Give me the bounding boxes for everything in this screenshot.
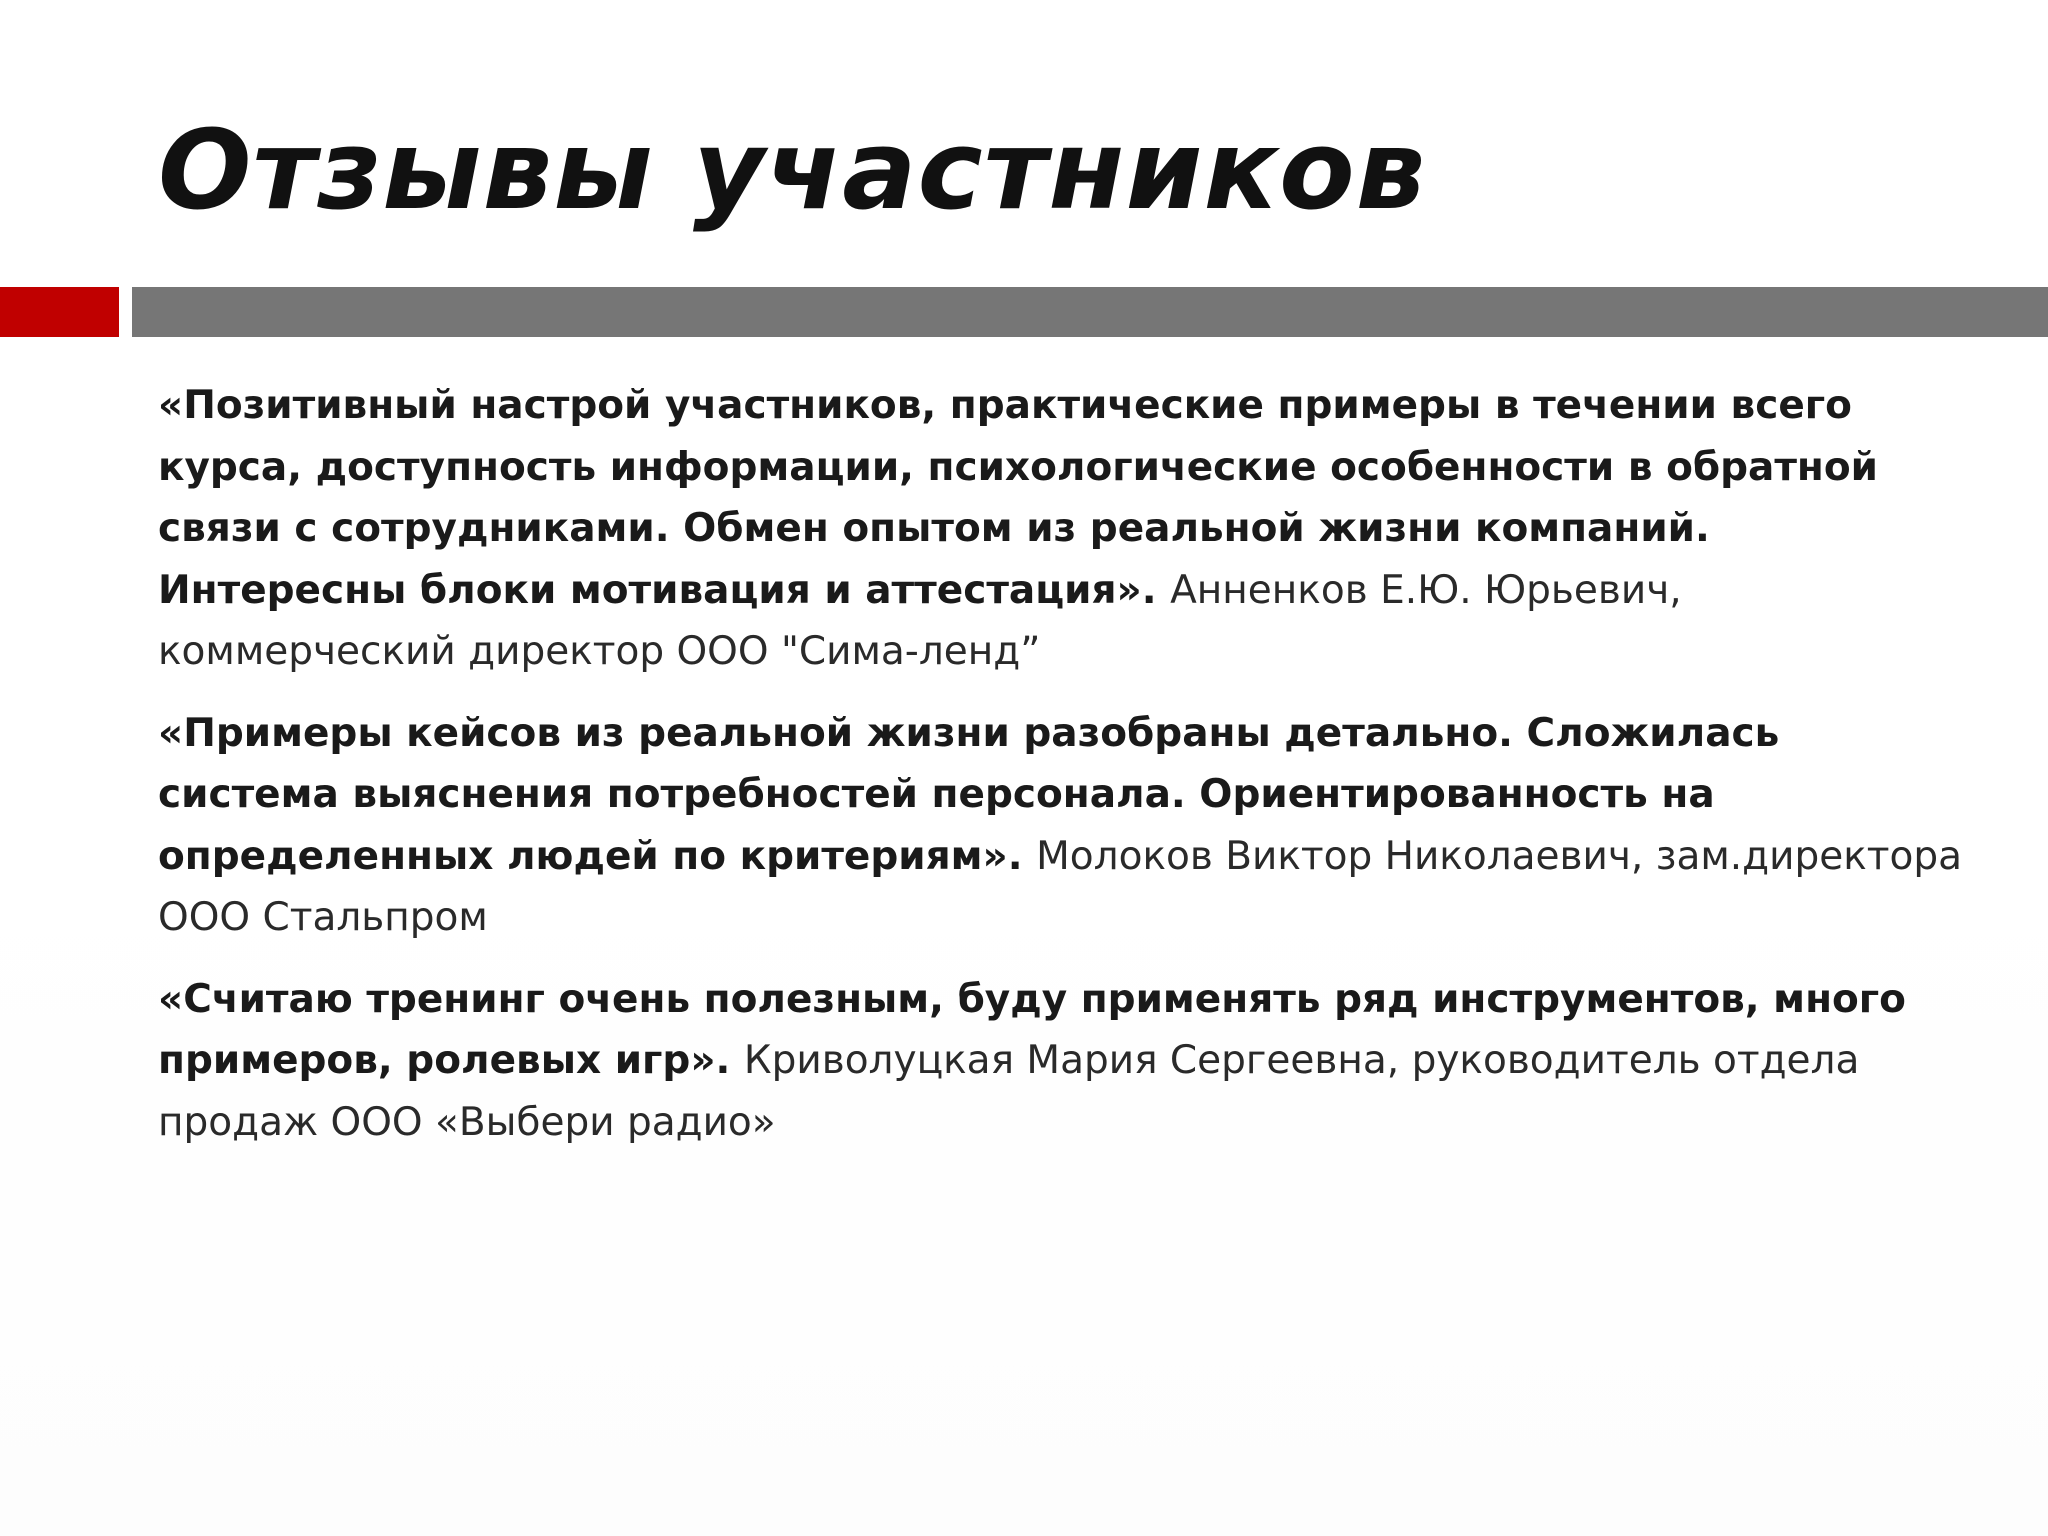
review-author: Молоков Виктор Николаевич, зам.директора ООО Стальпром [158,833,1963,940]
review-item [158,969,1968,1154]
reviews-list [158,375,1968,1173]
slide-title: Отзывы участников [158,106,1427,234]
review-quote: «Считаю тренинг очень полезным, буду применять ряд инструментов, много примеров, ролевых игр». [158,976,1906,1083]
review-quote: «Примеры кейсов из реальной жизни разобраны детально. Сложилась система выяснения потребностей персонала. Ориентированность на определенных людей по критериям». [158,710,1780,879]
review-author: Криволуцкая Мария Сергеевна, руководитель отдела продаж ООО «Выбери радио» [158,1038,1860,1145]
review-item [158,375,1968,683]
review-item [158,703,1968,949]
review-author: Анненков Е.Ю. Юрьевич, коммерческий директор ООО "Сима-ленд” [158,567,1682,674]
divider-bar-gray [132,287,2048,337]
review-quote: «Позитивный настрой участников, практические примеры в течении всего курса, доступность информации, психологические особенности в обратной связи с сотрудниками. Обмен опытом из реальной жизни компаний. Интересны блоки мотивация и аттестация». [158,383,1878,613]
accent-bar-red [0,287,119,337]
